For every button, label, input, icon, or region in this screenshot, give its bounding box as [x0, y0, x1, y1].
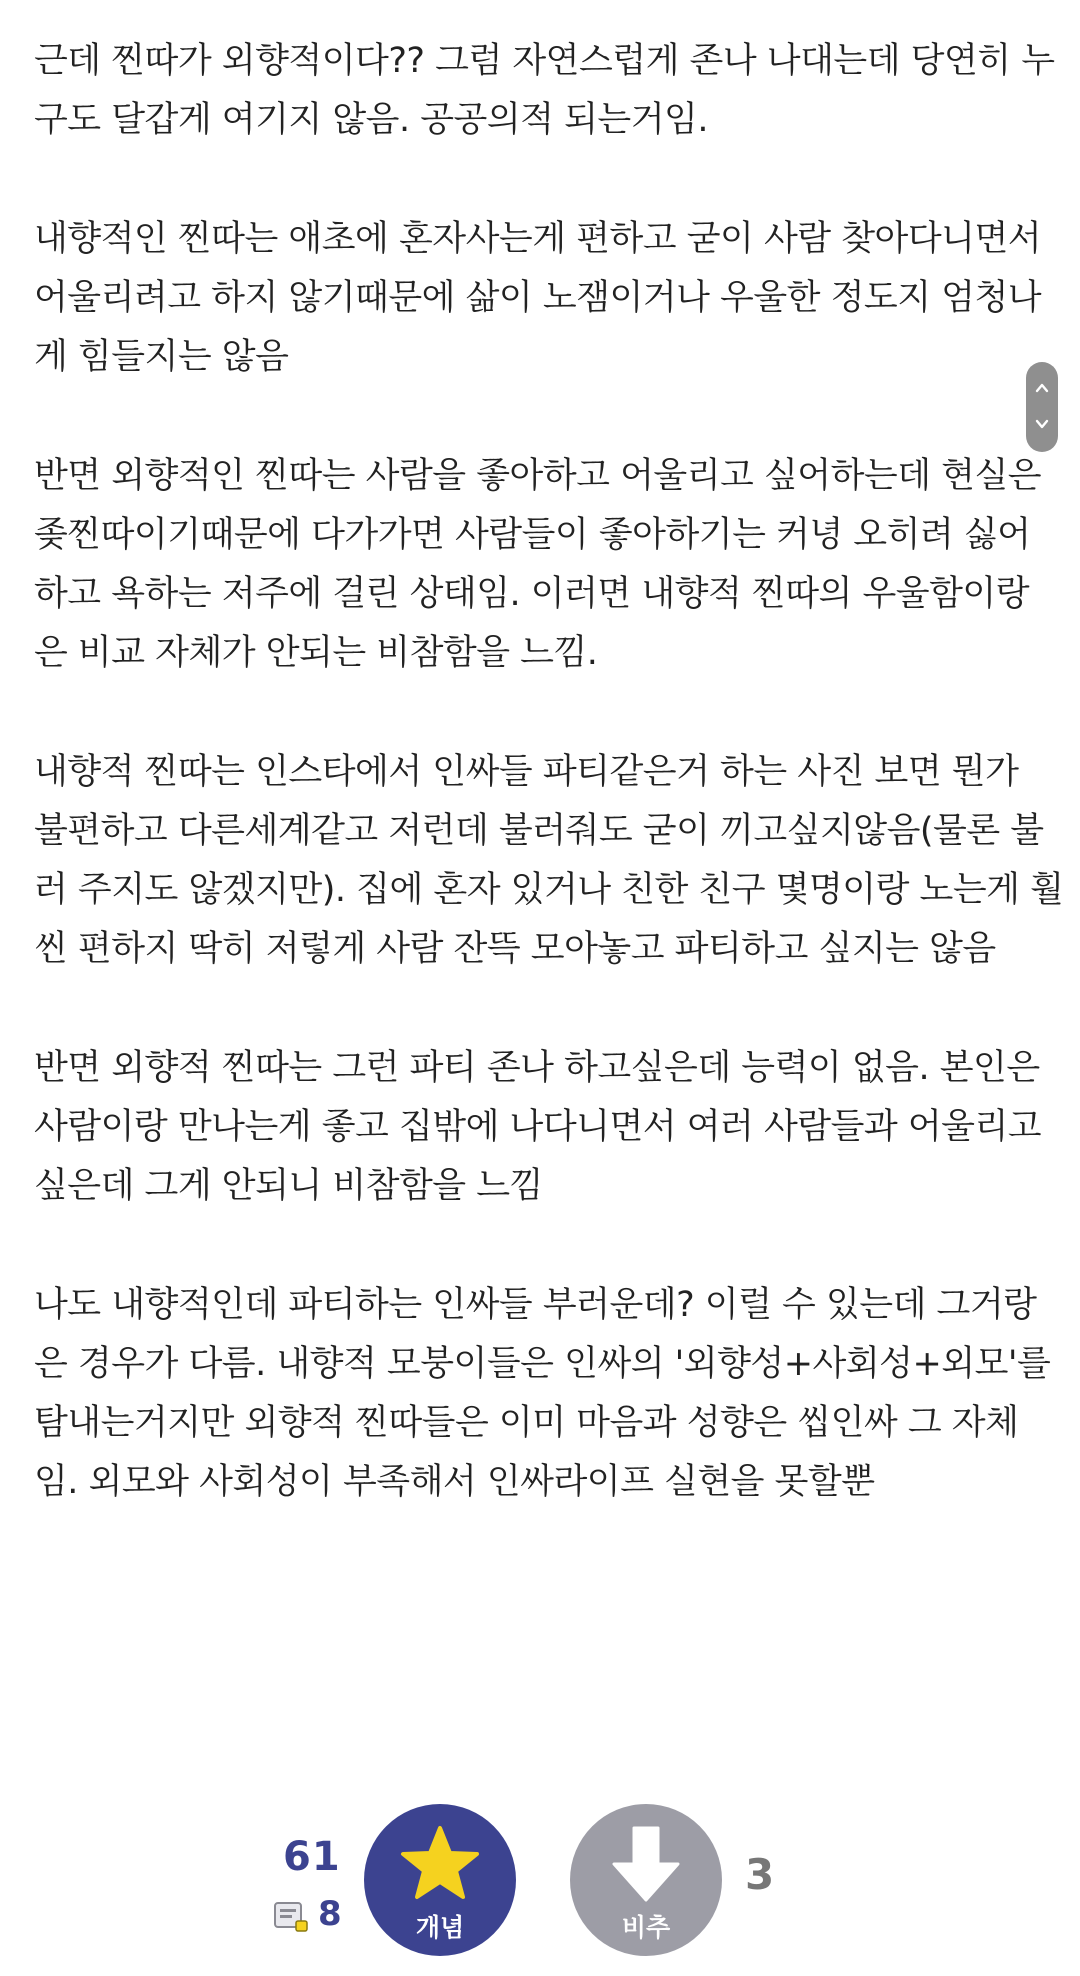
paragraph-5: [34, 1039, 1059, 1216]
paragraph-6: [34, 1276, 1059, 1512]
paragraph-3: [34, 447, 1059, 683]
paragraph-4: [34, 743, 1064, 979]
star-icon: [400, 1824, 480, 1904]
text-line: 좆찐따이기때문에 다가가면 사람들이 좋아하기는 커녕 오히려 싫어: [34, 515, 1031, 555]
chevron-up-icon[interactable]: [1034, 380, 1050, 396]
upvote-label: 개념: [415, 1913, 465, 1942]
paragraph-2: [34, 210, 1059, 387]
chevron-down-icon[interactable]: [1034, 416, 1050, 432]
text-line: 어울리려고 하지 않기때문에 삶이 노잼이거나 우울한 정도지 엄청나: [34, 278, 1042, 318]
text-line: 반면 외향적 찐따는 그런 파티 존나 하고싶은데 능력이 없음. 본인은: [34, 1048, 1040, 1088]
text-line: 불편하고 다른세계같고 저런데 불러줘도 굳이 끼고싶지않음(물론 불: [34, 811, 1044, 851]
upvote-button[interactable]: [364, 1804, 516, 1956]
comment-count: 8: [318, 1894, 342, 1934]
text-line: 탐내는거지만 외향적 찐따들은 이미 마음과 성향은 씹인싸 그 자체: [34, 1403, 1019, 1443]
text-line: 게 힘들지는 않음: [34, 337, 289, 377]
article-body: [34, 32, 1064, 1572]
scroll-control[interactable]: [1026, 362, 1058, 452]
text-line: 임. 외모와 사회성이 부족해서 인싸라이프 실현을 못할뿐: [34, 1462, 875, 1502]
text-line: 은 비교 자체가 안되는 비참함을 느낌.: [34, 633, 598, 673]
text-line: 내향적 찐따는 인스타에서 인싸들 파티같은거 하는 사진 보면 뭔가: [34, 752, 1019, 792]
arrow-down-icon: [606, 1824, 686, 1904]
text-line: 내향적인 찐따는 애초에 혼자사는게 편하고 굳이 사람 찾아다니면서: [34, 219, 1042, 259]
text-line: 하고 욕하는 저주에 걸린 상태임. 이러면 내향적 찐따의 우울함이랑: [34, 574, 1030, 614]
downvote-button[interactable]: [570, 1804, 722, 1956]
text-line: 사람이랑 만나는게 좋고 집밖에 나다니면서 여러 사람들과 어울리고: [34, 1107, 1042, 1147]
text-line: 씬 편하지 딱히 저렇게 사람 잔뜩 모아놓고 파티하고 싶지는 않음: [34, 929, 996, 969]
text-line: 근데 찐따가 외향적이다?? 그럼 자연스럽게 존나 나대는데 당연히 누: [34, 41, 1055, 81]
text-line: 구도 달갑게 여기지 않음. 공공의적 되는거임.: [34, 100, 708, 140]
text-line: 반면 외향적인 찐따는 사람을 좋아하고 어울리고 싶어하는데 현실은: [34, 456, 1042, 496]
paragraph-1: [34, 32, 1059, 150]
upvote-count: 61: [283, 1834, 341, 1880]
downvote-count: 3: [745, 1850, 775, 1899]
comment-icon: [274, 1902, 308, 1932]
vote-bar: [0, 1790, 1080, 1960]
text-line: 나도 내향적인데 파티하는 인싸들 부러운데? 이럴 수 있는데 그거랑: [34, 1285, 1037, 1325]
text-line: 싶은데 그게 안되니 비참함을 느낌: [34, 1166, 543, 1206]
downvote-label: 비추: [621, 1913, 671, 1942]
text-line: 러 주지도 않겠지만). 집에 혼자 있거나 친한 친구 몇명이랑 노는게 훨: [34, 870, 1064, 910]
text-line: 은 경우가 다름. 내향적 모붕이들은 인싸의 '외향성+사회성+외모'를: [34, 1344, 1051, 1384]
